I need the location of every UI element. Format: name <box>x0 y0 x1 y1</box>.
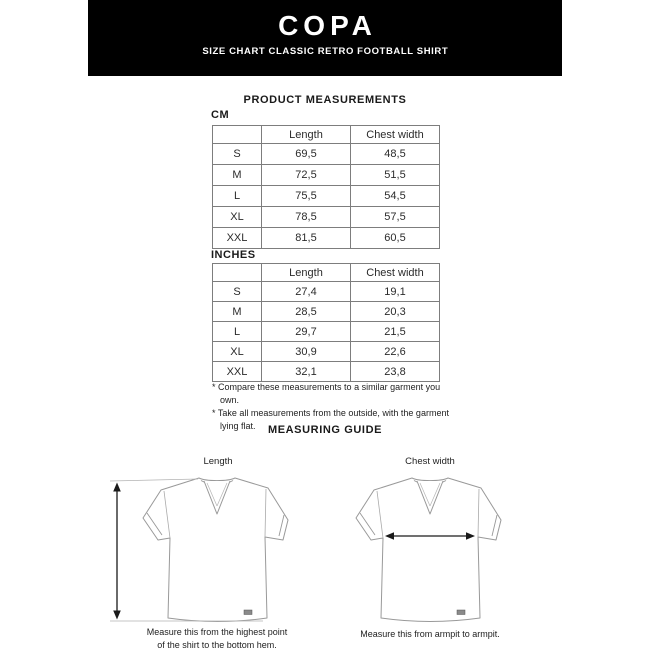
length-header-cell: Length <box>262 264 351 282</box>
table-row <box>213 144 440 165</box>
brand-logo: COPA <box>278 10 377 41</box>
length-cell: 32,1 <box>262 362 351 382</box>
length-figure-label: Length <box>203 456 233 467</box>
chest-cell: 57,5 <box>351 207 440 228</box>
table-row <box>213 207 440 228</box>
cm-unit-label: CM <box>211 109 230 121</box>
length-cell: 29,7 <box>262 322 351 342</box>
table-header-row <box>213 264 440 282</box>
chest-cell: 54,5 <box>351 186 440 207</box>
empty-header-cell <box>213 264 262 282</box>
length-figure-caption: Measure this from the highest point of the shirt to the bottom hem. <box>146 627 288 650</box>
table-row <box>213 165 440 186</box>
chest-header-cell: Chest width <box>351 126 440 144</box>
cm-size-table <box>212 125 440 249</box>
inches-size-table <box>212 263 440 382</box>
chest-cell: 51,5 <box>351 165 440 186</box>
size-cell: XXL <box>213 362 262 382</box>
footnote: * Take all measurements from the outside, with the garment lying flat. <box>212 408 449 431</box>
chest-cell: 19,1 <box>351 282 440 302</box>
measuring-guide-title: MEASURING GUIDE <box>267 424 383 436</box>
size-cell: XL <box>213 207 262 228</box>
length-cell: 69,5 <box>262 144 351 165</box>
chest-cell: 60,5 <box>351 228 440 249</box>
size-cell: M <box>213 302 262 322</box>
table-row <box>213 362 440 382</box>
size-cell: M <box>213 165 262 186</box>
chest-width-shirt-diagram <box>330 467 530 627</box>
chest-cell: 20,3 <box>351 302 440 322</box>
length-cell: 72,5 <box>262 165 351 186</box>
empty-header-cell <box>213 126 262 144</box>
table-header-row <box>213 126 440 144</box>
size-cell: S <box>213 282 262 302</box>
banner-subtitle: SIZE CHART CLASSIC RETRO FOOTBALL SHIRT <box>202 46 449 57</box>
table-row <box>213 322 440 342</box>
table-row <box>213 282 440 302</box>
table-row <box>213 186 440 207</box>
length-cell: 30,9 <box>262 342 351 362</box>
length-cell: 78,5 <box>262 207 351 228</box>
brand-banner <box>88 0 562 76</box>
length-shirt-diagram <box>105 467 305 627</box>
table-row <box>213 342 440 362</box>
table-row <box>213 302 440 322</box>
length-cell: 27,4 <box>262 282 351 302</box>
length-cell: 75,5 <box>262 186 351 207</box>
length-header-cell: Length <box>262 126 351 144</box>
product-measurements-title: PRODUCT MEASUREMENTS <box>243 94 407 106</box>
chest-figure-label: Chest width <box>405 456 455 467</box>
chest-cell: 48,5 <box>351 144 440 165</box>
chest-cell: 21,5 <box>351 322 440 342</box>
footnote: * Compare these measurements to a similar garment you own. <box>212 382 441 405</box>
chest-cell: 22,6 <box>351 342 440 362</box>
size-cell: XL <box>213 342 262 362</box>
table-row <box>213 228 440 249</box>
inches-unit-label: INCHES <box>211 249 256 261</box>
length-cell: 28,5 <box>262 302 351 322</box>
chest-figure-caption: Measure this from armpit to armpit. <box>360 629 500 639</box>
top-reference-line <box>110 479 198 481</box>
chest-cell: 23,8 <box>351 362 440 382</box>
length-arrow <box>113 483 121 620</box>
size-cell: XXL <box>213 228 262 249</box>
chest-header-cell: Chest width <box>351 264 440 282</box>
length-cell: 81,5 <box>262 228 351 249</box>
size-cell: L <box>213 186 262 207</box>
size-cell: S <box>213 144 262 165</box>
size-cell: L <box>213 322 262 342</box>
